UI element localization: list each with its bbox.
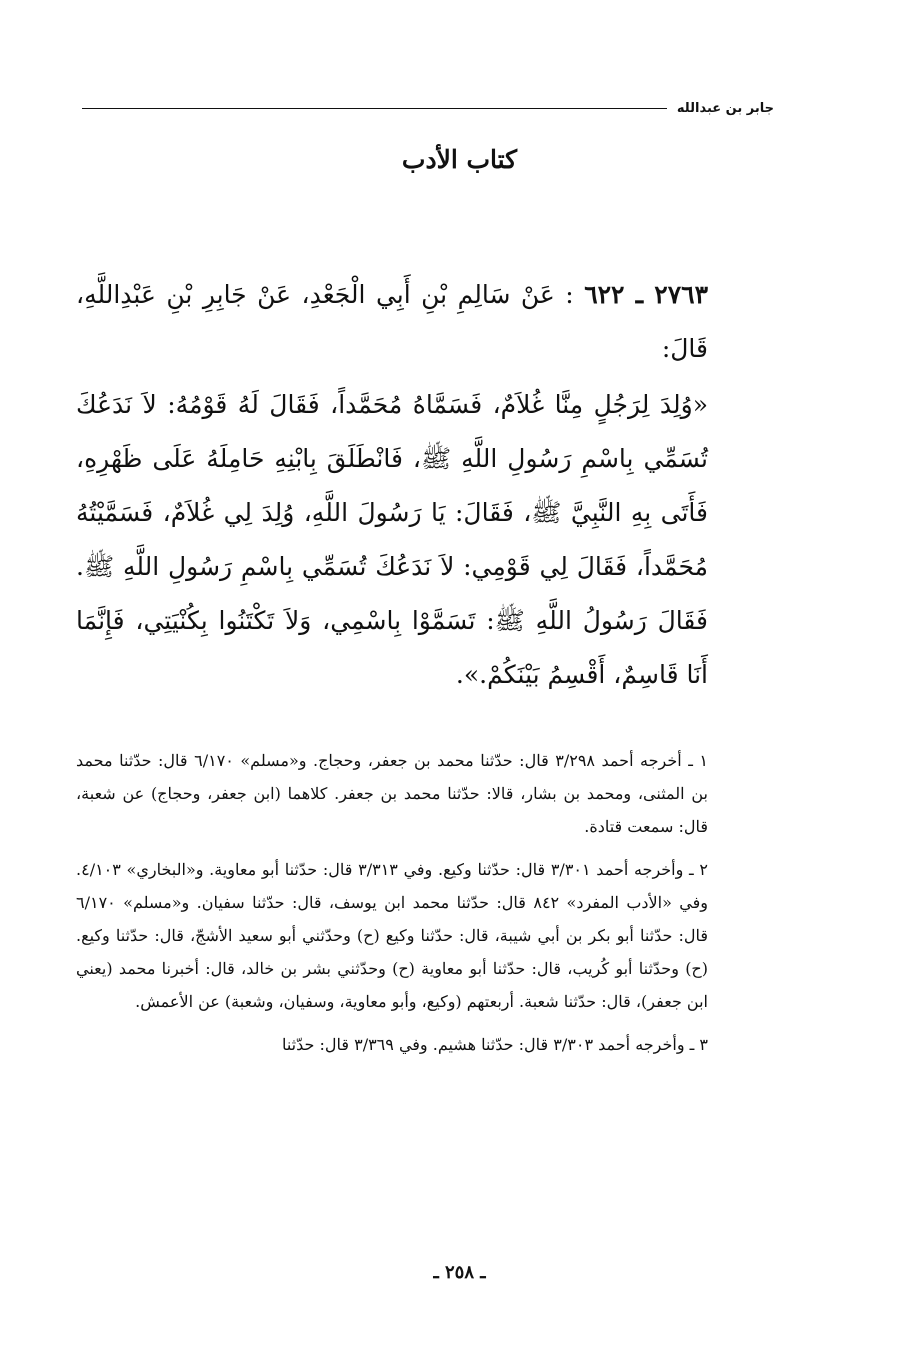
page-number: ـ ٢٥٨ ـ bbox=[433, 1262, 486, 1283]
hadith-matn: «وُلِدَ لِرَجُلٍ مِنَّا غُلاَمٌ، فَسَمَّاهُ مُحَمَّداً، فَقَالَ لَهُ قَوْمُهُ: لاَ نَدَعُكَ تُسَمِّي بِاسْمِ رَسُولِ اللَّهِ ﷺ، فَانْطَلَقَ بِابْنِهِ حَامِلَهُ عَلَى ظَهْرِهِ، فَأَتَى بِهِ النَّبِيَّ ﷺ، فَقَالَ: يَا رَسُولَ اللَّهِ، وُلِدَ لِي غُلاَمٌ، فَسَمَّيْتُهُ مُحَمَّداً، فَقَالَ لِي قَوْمِي: لاَ نَدَعُكَ تُسَمِّي بِاسْمِ رَسُولِ اللَّهِ ﷺ. فَقَالَ رَسُولُ اللَّهِ ﷺ: تَسَمَّوْا بِاسْمِي، وَلاَ تَكْتَنُوا بِكُنْيَتِي، فَإِنَّمَا أَنَا قَاسِمٌ، أَقْسِمُ بَيْنَكُمْ.». bbox=[76, 390, 708, 689]
hadith-heading bbox=[76, 268, 708, 376]
footnote-3: ٣ ـ وأخرجه أحمد ٣/٣٠٣ قال: حدّثنا هشيم. وفي ٣/٣٦٩ قال: حدّثنا bbox=[281, 1035, 708, 1054]
footnote-2: ٢ ـ وأخرجه أحمد ٣/٣٠١ قال: حدّثنا وكيع. وفي ٣/٣١٣ قال: حدّثنا أبو معاوية. و«البخاري» ٤/١٠٣. وفي «الأدب المفرد» ٨٤٢ قال: حدّثنا محمد ابن يوسف، قال: حدّثنا سفيان. و«مسلم» ٦/١٧٠ قال: حدّثنا أبو بكر بن أبي شيبة، قال: حدّثنا وكيع (ح) وحدّثني أبو سعيد الأشجّ، قال: حدّثنا وكيع. (ح) وحدّثنا أبو كُريب، قال: حدّثنا أبو معاوية (ح) وحدّثني بشر بن خالد، قال: أخبرنا محمد (يعني ابن جعفر)، قال: حدّثنا شعبة. أربعتهم (وكيع، وأبو معاوية، وسفيان، وشعبة) عن الأعمش. bbox=[76, 860, 709, 1011]
running-head-rule bbox=[82, 108, 667, 109]
running-head bbox=[82, 96, 774, 120]
running-head-title: جابر بن عبدالله bbox=[676, 100, 774, 116]
footnotes bbox=[76, 744, 708, 1071]
hadith-text bbox=[76, 268, 708, 702]
footnote-1: ١ ـ أخرجه أحمد ٣/٢٩٨ قال: حدّثنا محمد بن جعفر، وحجاج. و«مسلم» ٦/١٧٠ قال: حدّثنا محمد بن المثنى، ومحمد بن بشار، قالا: حدّثنا محمد بن جعفر. كلاهما (ابن جعفر، وحجاج) عن شعبة، قال: سمعت قتادة. bbox=[76, 751, 709, 836]
chapter-title: كتاب الأدب bbox=[401, 145, 518, 174]
hadith-isnad: : عَنْ سَالِمِ بْنِ أَبِي الْجَعْدِ، عَنْ جَابِرِ بْنِ عَبْدِاللَّهِ، قَالَ: bbox=[76, 280, 708, 363]
hadith-number: ٢٧٦٣ ـ ٦٢٢ bbox=[584, 280, 708, 309]
